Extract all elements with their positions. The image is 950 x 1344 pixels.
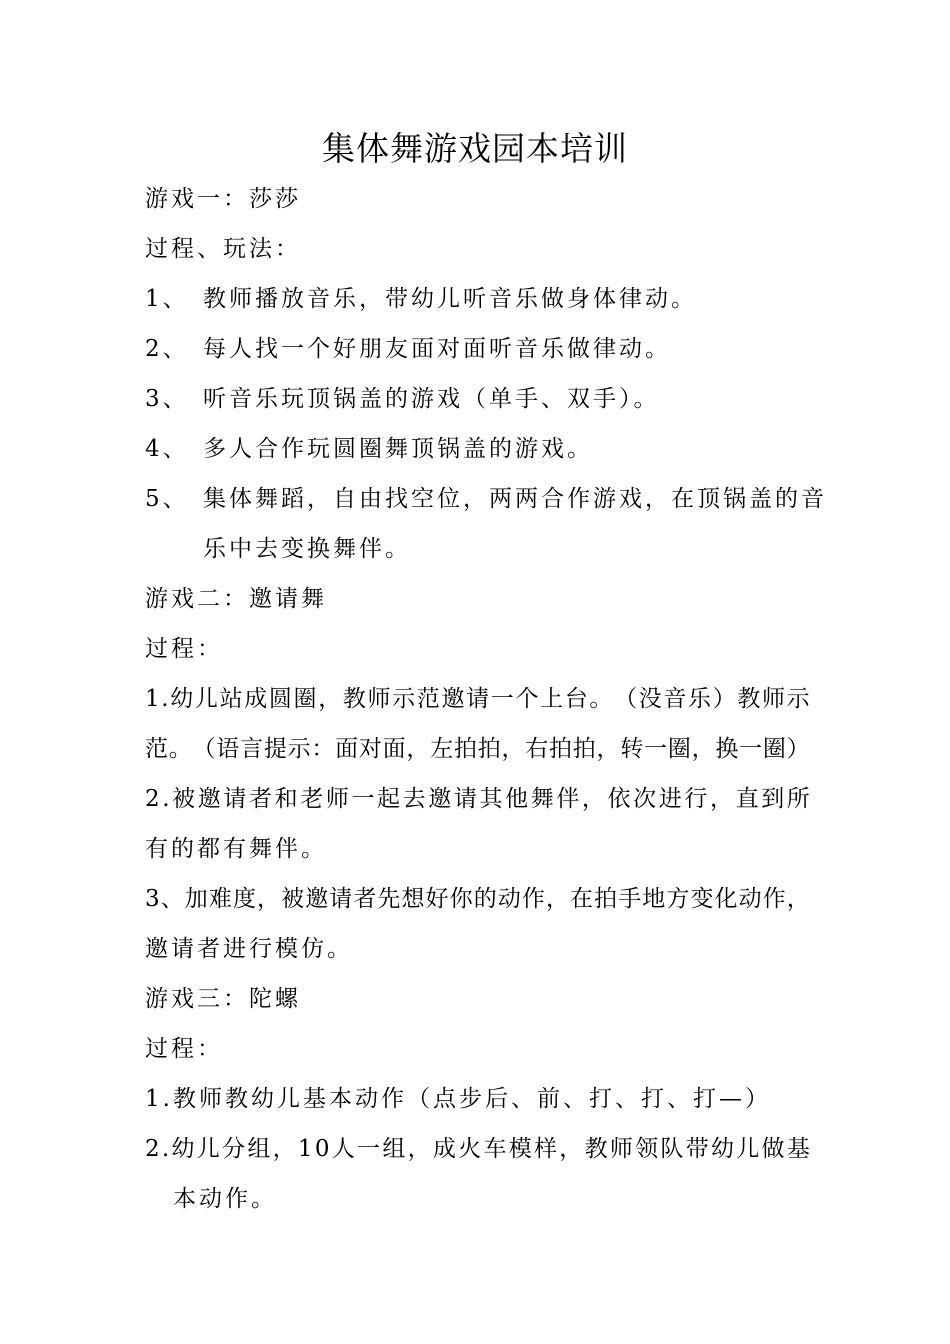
game1-step-5 xyxy=(145,474,827,524)
document-body xyxy=(145,174,827,1224)
game1-step-4 xyxy=(145,424,810,474)
game1-heading: 游戏一：莎莎 xyxy=(145,186,301,212)
game2-heading: 游戏二：邀请舞 xyxy=(145,586,327,612)
game2-subheading: 过程： xyxy=(145,636,223,662)
step-text: 集体舞蹈，自由找空位，两两合作游戏，在顶锅盖的音 xyxy=(203,486,827,512)
game2-line-5: 3 、 加 难 度 ， 被 邀 请 者 先 想 好 你 的 动 作 ， 在 拍 手 地 方 变 化 动 作 ， xyxy=(145,886,810,912)
game3-heading: 游戏三：陀螺 xyxy=(145,986,301,1012)
step-text: 教师播放音乐，带幼儿听音乐做身体律动。 xyxy=(203,286,697,312)
game3-line-3: 本动作。 xyxy=(173,1186,277,1212)
game1-subheading: 过程、玩法： xyxy=(145,236,301,262)
step-number: 5、 xyxy=(145,486,189,512)
document-title: 集体舞游戏园本培训 xyxy=(322,129,628,168)
game2-line-1: 1 . 幼 儿 站 成 圆 圈 ， 教 师 示 范 邀 请 一 个 上 台 。 （ 没 音 乐 ） 教 师 示 xyxy=(145,686,810,712)
step-number: 3、 xyxy=(145,386,189,412)
game1-step-1 xyxy=(145,274,810,324)
step-number: 1、 xyxy=(145,286,189,312)
step-text: 听音乐玩顶锅盖的游戏（单手、双手）。 xyxy=(203,386,660,412)
game2-line-4: 有的都有舞伴。 xyxy=(145,836,327,862)
step-number: 2、 xyxy=(145,336,189,362)
step-text: 多人合作玩圆圈舞顶锅盖的游戏。 xyxy=(203,436,593,462)
game1-step-2 xyxy=(145,324,810,374)
game3-line-2: 2 . 幼 儿 分 组 ， 1 0 人 一 组 ， 成 火 车 模 样 ， 教 师 领 队 带 幼 儿 做 基 xyxy=(145,1136,810,1162)
game2-line-3: 2 . 被 邀 请 者 和 老 师 一 起 去 邀 请 其 他 舞 伴 ， 依 次 进 行 ， 直 到 所 xyxy=(145,786,810,812)
game2-line-2: 范 。 （ 语 言 提 示 ： 面 对 面 ， 左 拍 拍 ， 右 拍 拍 ， 转 一 圈 ， 换 一 圈 ） xyxy=(145,736,810,762)
game1-step-3 xyxy=(145,374,810,424)
step-text: 每人找一个好朋友面对面听音乐做律动。 xyxy=(203,336,671,362)
game1-step-5-continuation: 乐中去变换舞伴。 xyxy=(203,536,411,562)
game2-line-6: 邀请者进行模仿。 xyxy=(145,936,353,962)
game3-subheading: 过程： xyxy=(145,1036,223,1062)
game3-line-1: 1.教师教幼儿基本动作（点步后、前、打、打、打—） xyxy=(145,1086,771,1112)
step-number: 4、 xyxy=(145,436,189,462)
